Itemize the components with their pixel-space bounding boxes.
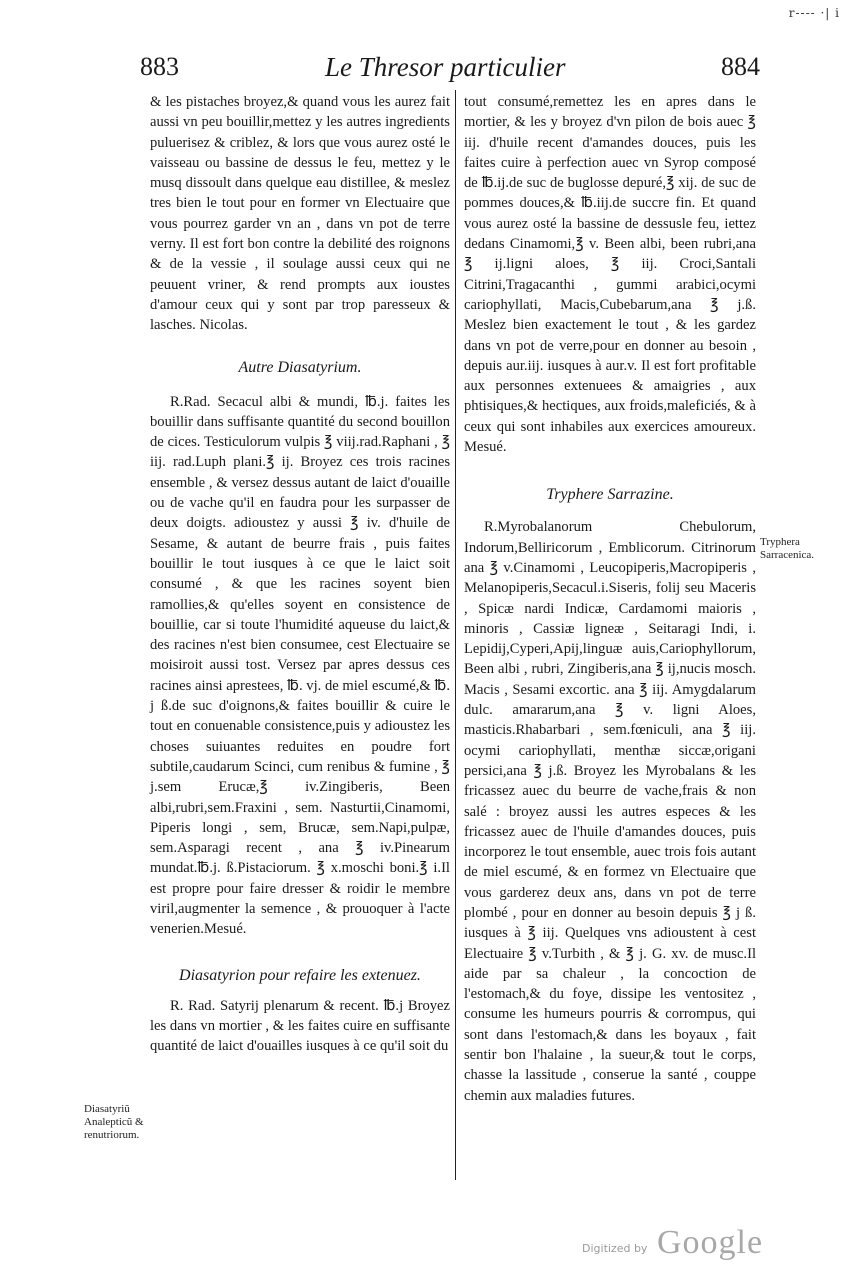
column-divider [455,90,456,1180]
paragraph-opening: & les pistaches broyez,& quand vous les aurez fait aussi vn peu bouillir,mettez y les autres ingredients puluerisez & criblez, & lors que vous aurez osté le vaisseau ou bassine de dessus le feu, mettez y le musq dissoult dans quelque eau distillee, & meslez tres bien le tout pour en former vn Electuaire que vous pourrez garder vn an , dans vn pot de terre verny. Il est fort bon contre la debilité des roignons & de la vessie , il soulage aussi ceux qui ne peuuent vriner, & rend prompts aux ioustes d'amour ceux qui y sont par trop paresseux & lasches. Nicolas. [150,94,450,334]
digitized-watermark [582,1224,782,1272]
paragraph-diasatyrium: R.Rad. Secacul albi & mundi, ℔.j. faites les bouillir dans suffisante quantité du second bouillon de cices. Testiculorum vulpis ℥ viij.rad.Raphani , ℥ iij. rad.Luph plani.℥ ij. Broyez ces trois racines ensemble , & versez dessus autant de laict d'ouaille ou de vache qu'il en faudra pour les surpasser de deux doigts. adioustez y aussi ℥ iv. d'huile de Sesame, & autant de beurre frais , puis faites bouillir le tout iusques à ce que le laict soit consumé , & que les racines soyent bien ramollies,& qu'elles soyent en consistence de bouillie, car si toute l'humidité aqueuse du laict,& des racines n'est bien consumee, cest Electuaire se moisiroit aussi tost. Versez par apres dessus ces racines ainsi aprestees, ℔. vj. de miel escumé,& ℔. j ß.de suc d'oignons,& faites bouillir & cuire le tout en conuenable consistence,puis y adioustez les choses suiuantes reduites en poudre fort subtile,caudarum Scinci, cum renibus & fumine , ℥ j.sem Erucæ,℥ iv.Zingiberis, Been albi,rubri,sem.Fraxini , sem. Nasturtii,Cinamomi, Piperis longi , sem, Brucæ, sem.Napi,pulpæ, sem.Asparagi recent , ana ℥ iv.Pinearum mundat.℔.j. ß.Pistaciorum. ℥ x.moschi boni.℥ i.Il est propre pour faire dresser & roidir le membre viril,augmenter la semence , & prouoquer à l'acte venerien.Mesué. [150,393,450,938]
right-column [464,92,756,1106]
running-title: Le Thresor particulier [325,52,566,82]
page-number-right: 884 [721,52,760,81]
margin-note-left: Diasatyriũ Analepticũ & renutriorum. [84,1103,144,1141]
left-column [150,92,450,1056]
top-corner-marks: r---- ·| i [788,6,840,20]
page-number-left: 883 [140,52,179,81]
heading-diasatyrion-refaire: Diasatyrion pour refaire les extenuez. [179,966,421,984]
digitized-prefix: Digitized by [582,1242,648,1255]
page-header [140,52,760,92]
heading-autre-diasatyrium: Autre Diasatyrium. [238,358,362,376]
google-logo: Google [657,1224,764,1261]
paragraph-refaire: R. Rad. Satyrij plenarum & recent. ℔.j Broyez les dans vn mortier , & les faites cuire en suffisante quantité de laict d'ouailles iusques à ce qu'il soit du [150,997,450,1055]
margin-note-right: Tryphera Sarracenica. [760,536,815,561]
paragraph-tryphere: R.Myrobalanorum Chebulorum, Indorum,Belliricorum , Emblicorum. Citrinorum ana ℥ v.Cinamomi , Leucopiperis,Macropiperis , Melanopiperis,Secacul.i.Siseris, folij seu Maceris , Spicæ nardi Indicæ, Cardamomi maioris , minoris , Cassiæ ligneæ , Seitaragi Indi, i. Lepidij,Cyperi,Apij,linguæ auis,Cariophyllorum, Been albi , rubri, Zingiberis,ana ℥ ij,nucis mosch. Macis , Sesami excortic. ana ℥ iij. Amygdalarum dulc. amararum,ana ℥ v. ligni Aloes, masticis.Rhabarbari , sem.fœniculi, ana ℥ iij. ocymi cariophyllati, menthæ siccæ,origani persici,ana ℥ j.ß. Broyez les Myrobalans & les fricassez auec du beurre de vache,frais & non salé : broyez aussi les autres especes & les fricassez auec de l'huile d'amandes douces, puis incorporez le tout ensemble, auec trois fois autant de miel escumé, & en formez vn Electuaire que vous garderez deux ans, dans vn pot de terre plombé , pour en donner au besoin depuis ℥ j ß. iusques à ℥ iij. Quelques vns adioustent à cest Electuaire ℥ v.Turbith , & ℥ j. G. xv. de musc.Il aide par sa chaleur , la concoction de l'estomach,& du foye, dissipe les ventositez , consume les humeurs pourris & corrompus, qui sont dans l'estomach,& dans les boyaux , fait sentir bon l'halaine , la sueur,& tout le corps, chasse la lassitude , conserue la santé , couppe chemin aux maladies futures. [464,519,756,1104]
heading-tryphere-sarrazine: Tryphere Sarrazine. [546,486,674,504]
paragraph-continued: tout consumé,remettez les en apres dans le mortier, & les y broyez d'vn pilon de bois auec ℥ iij. d'huile recent d'amandes douces, puis les faites cuire à perfection auec vn Syrop composé de ℔.ij.de suc de buglosse depuré,℥ xij. de suc de pommes douces,& ℔.iij.de succre fin. Et quand vous aurez osté la bassine de dessusle feu, iettez dedans Cinamomi,℥ v. Been albi, been rubri,ana ℥ ij.ligni aloes, ℥ iij. Croci,Santali Citrini,Tragacanthi , gummi arabici,ocymi cariophyllati, Macis,Cubebarum,ana ℥ j.ß. Meslez bien exactement le tout , & les gardez dans vn pot de verre,pour en donner au besoin , depuis aur.iij. iusques à aur.v. Il est fort profitable aux personnes extenuees & amaigries , aux phtisiques,& hectiques, aux froids,maleficiés, & à ceux qui sont inhabiles aux exercices amoureux. Mesué. [464,94,756,456]
